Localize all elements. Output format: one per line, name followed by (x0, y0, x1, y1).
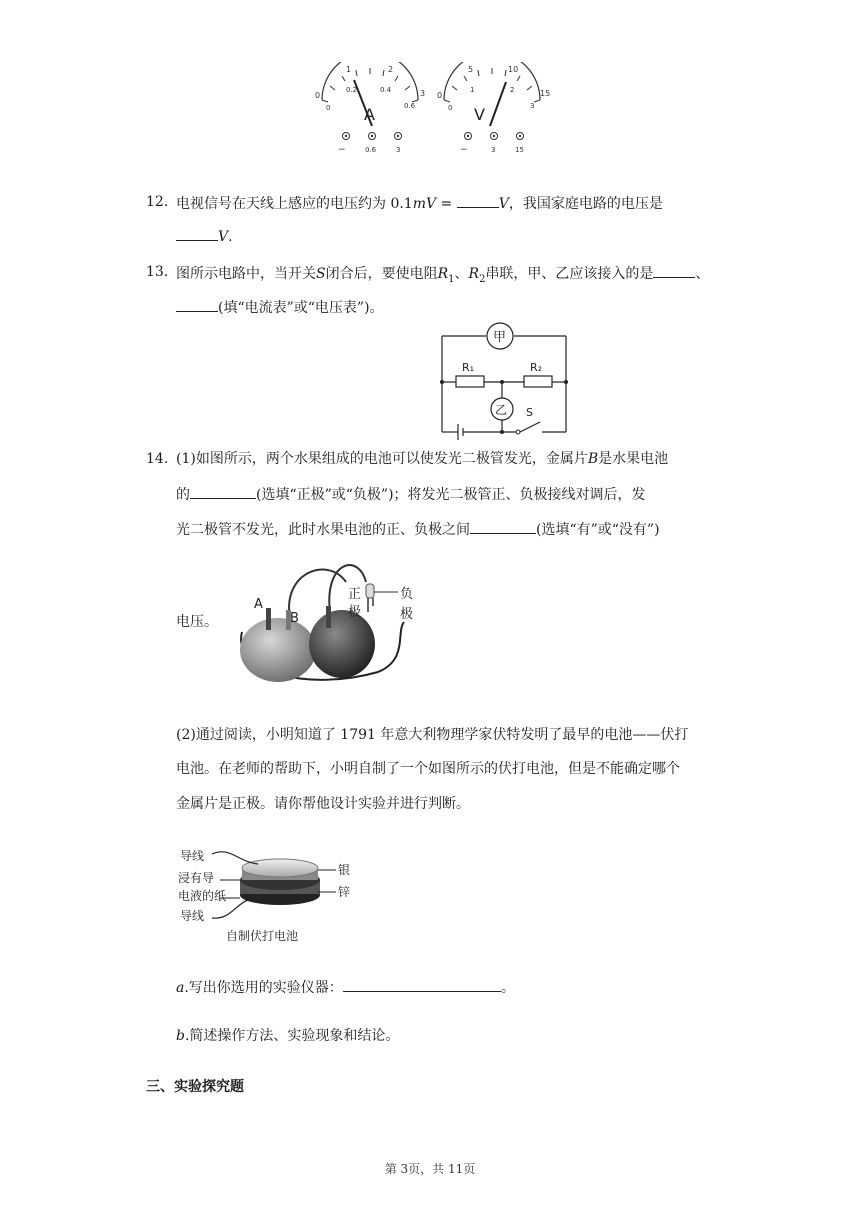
fruit-label-ji1: 极 (348, 605, 362, 620)
q12-unit-v: V (498, 196, 509, 212)
q13-text-b: 闭合后，要使电阻 (325, 266, 438, 282)
q14-p1-l2-b: (选填“正极”或“负极”)；将发光二极管正、负极接线对调后，发 (256, 487, 646, 503)
volta-silver: 银 (338, 863, 351, 877)
q13-blank-2[interactable] (176, 296, 218, 312)
ammeter-bottom-0: 0 (326, 104, 331, 112)
volta-paper-2: 电液的纸 (178, 889, 227, 903)
voltmeter-bottom-0: 0 (448, 104, 453, 112)
q14-a-end: 。 (500, 980, 515, 996)
voltmeter-top-5: 5 (468, 65, 474, 74)
ammeter-terminal-06: 0.6 (365, 146, 377, 154)
ammeter-symbol: A (364, 105, 375, 124)
voltmeter-terminal-3: 3 (491, 146, 496, 154)
q12-equals: = (436, 196, 457, 212)
q13-line1 (176, 262, 709, 290)
q12-text-b: ，我国家庭电路的电压是 (508, 196, 663, 212)
ammeter-terminal-neg: − (338, 145, 346, 155)
q14-a-letter: a (176, 980, 185, 996)
q14-b-letter: b (176, 1028, 185, 1044)
q14-p1-line4: 电压。 (176, 614, 218, 630)
q13-text-2: (填“电流表”或“电压表”)。 (218, 300, 384, 316)
circuit-r1-label: R₁ (462, 361, 475, 374)
q13-switch-s: S (316, 266, 326, 282)
q14-p2-line2: 电池。在老师的帮助下，小明自制了一个如图所示的伏打电池，但是不能确定哪个 (176, 761, 680, 777)
q13-r2: R (468, 266, 480, 282)
volta-battery-figure (176, 840, 366, 944)
q12-unit-v2: V (218, 229, 229, 245)
voltmeter-top-15: 15 (540, 89, 550, 98)
ammeter-terminal-3: 3 (396, 146, 401, 154)
q14-p1-line1 (176, 449, 668, 469)
meters-figure (310, 62, 550, 158)
q14-a-text: .写出你选用的实验仪器： (184, 980, 343, 996)
circuit-figure (430, 318, 580, 442)
ammeter-bottom-02: 0.2 (346, 86, 358, 94)
ammeter-top-3: 3 (420, 89, 426, 98)
q14-b-text: .简述操作方法、实验现象和结论。 (184, 1028, 400, 1044)
circuit-jia-label: 甲 (493, 330, 507, 345)
voltmeter-bottom-2: 2 (510, 86, 515, 94)
q14-metal-b: B (587, 451, 599, 467)
fruit-label-b: B (290, 611, 299, 626)
q14-p1-text-a: (1)如图所示，两个水果组成的电池可以使发光二极管发光，金属片 (176, 451, 588, 467)
q14-p1-l3-a: 光二极管不发光，此时水果电池的正、负极之间 (176, 522, 470, 538)
q13-r1: R (437, 266, 449, 282)
q13-number: 13. (146, 264, 169, 280)
voltmeter-terminal-neg: − (460, 145, 468, 155)
volta-caption: 自制伏打电池 (226, 929, 299, 943)
q12-unit-mv: mV (412, 196, 437, 212)
ammeter-bottom-06: 0.6 (404, 102, 416, 110)
q12-number: 12. (146, 194, 169, 210)
voltmeter-bottom-1: 1 (470, 86, 475, 94)
q14-number: 14. (146, 451, 169, 467)
q12-period: . (228, 229, 233, 245)
voltmeter-terminal-15: 15 (515, 146, 524, 154)
section-heading: 三、实验探究题 (146, 1079, 244, 1095)
q14-blank-1[interactable] (190, 483, 256, 499)
q14-p1-l3-b: (选填“有”或“没有”) (536, 522, 660, 538)
circuit-s-label: S (526, 406, 533, 419)
q14-p2-line3: 金属片是正极。请你帮他设计实验并进行判断。 (176, 796, 470, 812)
q12-line1 (176, 192, 663, 214)
ammeter-top-1: 1 (346, 65, 352, 74)
q13-r1-sub: 1 (448, 273, 455, 285)
q14-b-line (176, 1026, 399, 1046)
voltmeter (437, 62, 550, 155)
q14-a-blank[interactable] (343, 976, 501, 992)
q12-blank-1[interactable] (457, 192, 499, 208)
volta-wire-top: 导线 (180, 849, 205, 863)
voltmeter-top-0: 0 (437, 91, 443, 100)
ammeter-bottom-04: 0.4 (380, 86, 392, 94)
volta-zinc: 锌 (338, 885, 351, 899)
q13-text-d: 、 (695, 266, 710, 282)
q14-p1-line2 (176, 483, 646, 505)
ammeter-top-0: 0 (315, 91, 321, 100)
q14-p1-text-b: 是水果电池 (598, 451, 669, 467)
page-footer: 第 3页，共 11页 (384, 1162, 476, 1176)
fruit-label-zheng: 正 (348, 587, 362, 602)
ammeter (315, 62, 425, 155)
volta-paper-1: 浸有导 (178, 871, 215, 885)
fruit-label-fu: 负 (400, 587, 414, 602)
voltmeter-needle (490, 82, 506, 126)
q13-text-c: 串联，甲、乙应该接入的是 (485, 266, 654, 282)
circuit-yi-label: 乙 (495, 403, 508, 417)
q13-blank-1[interactable] (653, 262, 695, 278)
ammeter-top-2: 2 (388, 65, 394, 74)
fruit-label-ji2: 极 (400, 607, 414, 622)
q12-line2 (176, 225, 233, 247)
voltmeter-top-10: 10 (508, 65, 519, 74)
q13-line2 (176, 296, 384, 318)
q12-text-a: 电视信号在天线上感应的电压约为 (176, 196, 386, 212)
q14-a-line (176, 976, 515, 998)
fruit-battery-figure (228, 552, 443, 690)
q14-p1-line3 (176, 518, 660, 540)
q13-sep: 、 (454, 266, 469, 282)
circuit-r2-label: R₂ (530, 361, 543, 374)
q12-blank-2[interactable] (176, 225, 218, 241)
voltmeter-symbol: V (474, 105, 485, 124)
fruit-label-a: A (254, 597, 263, 612)
q13-text-a: 图所示电路中，当开关 (176, 266, 316, 282)
q14-blank-2[interactable] (470, 518, 536, 534)
volta-wire-bottom: 导线 (180, 909, 205, 923)
q14-p2-line1: (2)通过阅读，小明知道了 1791 年意大利物理学家伏特发明了最早的电池——伏打 (176, 727, 689, 743)
q14-p1-l2-a: 的 (176, 487, 190, 503)
q12-value: 0.1 (390, 196, 413, 212)
q13-r2-sub: 2 (479, 273, 486, 285)
voltmeter-bottom-3: 3 (530, 102, 535, 110)
